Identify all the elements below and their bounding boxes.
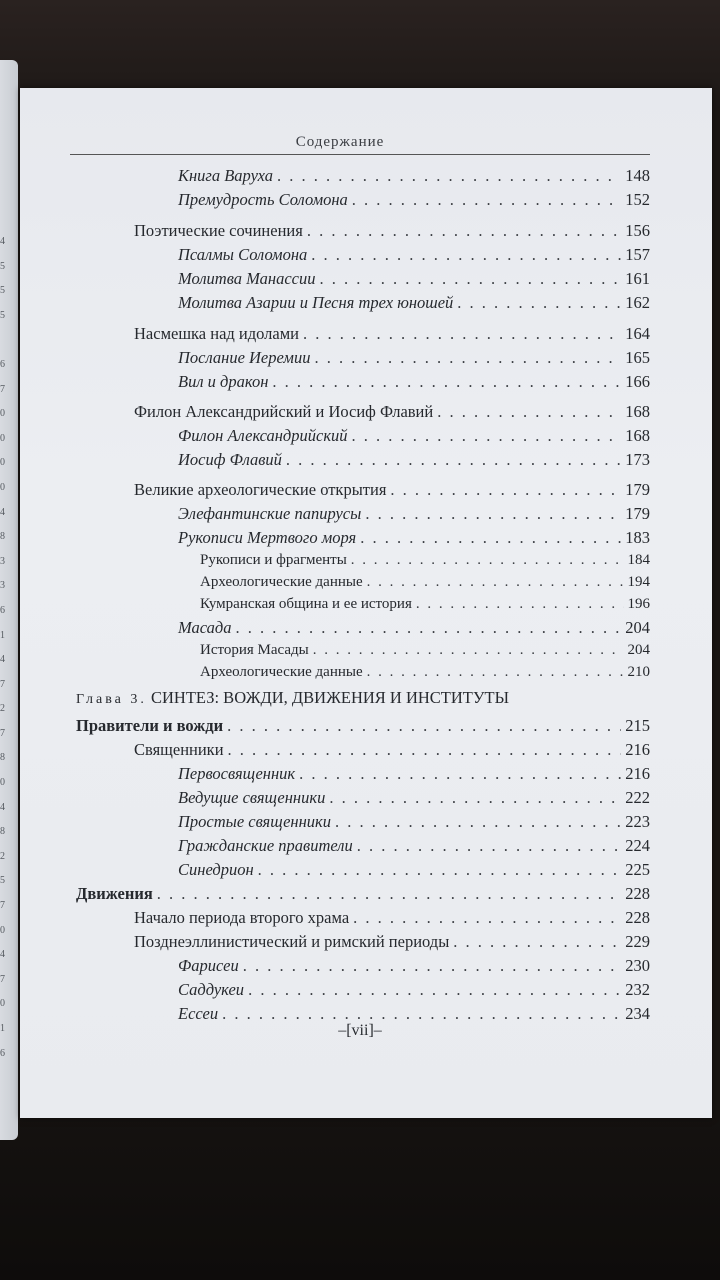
dot-leader: [157, 884, 621, 904]
toc-entry-page: 228: [625, 908, 650, 927]
dot-leader: [311, 245, 621, 265]
toc-entry-page: 179: [625, 480, 650, 499]
toc-entry-page: 229: [625, 932, 650, 951]
toc-entry-label: Молитва Манассии: [178, 269, 316, 288]
toc-entry-page: 225: [625, 860, 650, 879]
dot-leader: [353, 908, 621, 928]
toc-entry-page: 165: [625, 348, 650, 367]
toc-entry-label: Филон Александрийский: [178, 426, 348, 445]
toc-entry-label: Рукописи Мертвого моря: [178, 528, 357, 547]
toc-entry: [178, 293, 650, 315]
dot-leader: [227, 716, 621, 736]
dot-leader: [437, 402, 621, 422]
toc-entry-label: Движения: [76, 884, 153, 903]
chapter-number: Глава 3.: [76, 692, 147, 707]
left-page-number: 0: [0, 924, 5, 936]
toc-entry: [178, 504, 650, 526]
toc-entry: [178, 618, 650, 640]
toc-entry-label: Правители и вожди: [76, 716, 224, 735]
toc-entry-label: Великие археологические открытия: [134, 480, 387, 499]
toc-entry-label: Премудрость Соломона: [178, 190, 348, 209]
toc-entry-label: Насмешка над идолами: [134, 324, 300, 343]
toc-entry: [178, 764, 650, 786]
toc-entry: [178, 528, 650, 550]
left-page-edge: [0, 60, 18, 1140]
left-page-number: 2: [0, 850, 5, 862]
dot-leader: [303, 324, 621, 344]
left-page-number: 3: [0, 555, 5, 567]
toc-entry-label: Фарисеи: [178, 956, 239, 975]
toc-entry: [200, 642, 650, 664]
toc-entry-label: Псалмы Соломона: [178, 245, 308, 264]
dot-leader: [360, 528, 621, 548]
toc-entry-page: 204: [625, 618, 650, 637]
background-bottom: [0, 1110, 720, 1280]
toc-entry: [178, 269, 650, 291]
left-page-number: 4: [0, 236, 5, 247]
toc-entry: [178, 372, 650, 394]
left-page-number: [0, 328, 16, 353]
book-page: [20, 88, 712, 1118]
toc-entry: [178, 980, 650, 1002]
toc-entry-page: 152: [625, 190, 650, 209]
toc-entry: [178, 348, 650, 370]
toc-entry-page: 216: [625, 740, 650, 759]
dot-leader: [307, 221, 621, 241]
toc-entry: [134, 324, 650, 346]
toc-entry-page: 210: [627, 664, 650, 680]
dot-leader: [314, 348, 621, 368]
left-page-numbers: [0, 230, 16, 1066]
dot-leader: [243, 956, 622, 976]
left-page-number: 0: [0, 998, 5, 1010]
toc-entry-page: 230: [625, 956, 650, 975]
toc-entry-page: 157: [625, 245, 650, 264]
toc-entry: [178, 245, 650, 267]
toc-entry-page: 173: [625, 450, 650, 469]
left-page-number: 6: [0, 358, 5, 370]
toc-entry: [200, 552, 650, 574]
toc-entry-label: Иосиф Флавий: [178, 450, 282, 469]
left-page-number: 4: [0, 801, 5, 813]
left-page-number: 8: [0, 752, 5, 764]
toc-entry-label: Саддукеи: [178, 980, 245, 999]
toc-entry-label: Кумранская община и ее история: [200, 596, 412, 612]
dot-leader: [248, 980, 621, 1000]
toc-entry-label: Элефантинские папирусы: [178, 504, 362, 523]
toc-entry-label: Ессеи: [178, 1004, 219, 1023]
dot-leader: [299, 764, 621, 784]
toc-entry-label: Священники: [134, 740, 224, 759]
toc-entry-label: Ведущие священники: [178, 788, 326, 807]
toc-entry: [178, 426, 650, 448]
dot-leader: [313, 642, 624, 659]
toc-entry-page: 161: [625, 269, 650, 288]
toc-entry: [178, 450, 650, 472]
toc-entry-label: Молитва Азарии и Песня трех юношей: [178, 293, 454, 312]
toc-entry-page: 168: [625, 426, 650, 445]
left-page-number: 8: [0, 531, 5, 543]
dot-leader: [319, 269, 621, 289]
toc-entry-page: 196: [627, 596, 650, 612]
toc-entry-page: 164: [625, 324, 650, 343]
toc-entry: [134, 402, 650, 424]
left-page-number: 5: [0, 309, 5, 321]
left-page-number: 8: [0, 826, 5, 838]
toc-entry: [134, 221, 650, 243]
left-page-number: 7: [0, 973, 5, 985]
dot-leader: [286, 450, 621, 470]
dot-leader: [390, 480, 621, 500]
toc-entry-page: 222: [625, 788, 650, 807]
toc-entry: [178, 860, 650, 882]
toc-entry-page: 223: [625, 812, 650, 831]
dot-leader: [416, 596, 624, 613]
toc-entry-label: Масада: [178, 618, 232, 637]
toc-entry-page: 216: [625, 764, 650, 783]
dot-leader: [272, 372, 621, 392]
toc-entry: [200, 574, 650, 596]
dot-leader: [453, 932, 621, 952]
left-page-number: 2: [0, 703, 5, 715]
toc-entry-label: Гражданские правители: [178, 836, 353, 855]
left-page-number: 3: [0, 580, 5, 592]
toc-entry: [178, 956, 650, 978]
dot-leader: [457, 293, 621, 313]
dot-leader: [365, 504, 621, 524]
toc-entry: [178, 812, 650, 834]
left-page-number: 1: [0, 1023, 5, 1034]
dot-leader: [228, 740, 622, 760]
toc-entry: [178, 836, 650, 858]
toc-entry-page: 204: [627, 642, 650, 658]
left-page-number: 7: [0, 900, 5, 912]
toc-entry: [200, 596, 650, 618]
toc-entry-label: Начало периода второго храма: [134, 908, 350, 927]
toc-entry-page: 183: [625, 528, 650, 547]
toc-entry-page: 179: [625, 504, 650, 523]
toc-entry-label: Археологические данные: [200, 574, 363, 590]
dot-leader: [367, 574, 624, 591]
toc-entry-label: Рукописи и фрагменты: [200, 552, 347, 568]
toc-entry-label: Филон Александрийский и Иосиф Флавий: [134, 402, 434, 421]
left-page-number: 7: [0, 727, 5, 739]
dot-leader: [351, 552, 624, 569]
dot-leader: [258, 860, 622, 880]
toc-entry: [134, 740, 650, 762]
toc-entry: [76, 716, 650, 738]
dot-leader: [367, 664, 624, 681]
left-page-number: 7: [0, 678, 5, 690]
chapter-heading: [76, 688, 509, 708]
toc-entry: [76, 884, 650, 906]
dot-leader: [352, 190, 621, 210]
toc-entry-label: Поэтические сочинения: [134, 221, 303, 240]
toc-entry-page: 224: [625, 836, 650, 855]
toc-entry-label: Вил и дракон: [178, 372, 269, 391]
toc-entry-page: 234: [625, 1004, 650, 1023]
toc-entry-page: 194: [627, 574, 650, 590]
header-rule: [70, 154, 650, 155]
toc-entry: [178, 788, 650, 810]
toc-entry: [178, 166, 650, 188]
dot-leader: [236, 618, 622, 638]
toc-entry-page: 184: [627, 552, 650, 568]
toc-entry-label: История Масады: [200, 642, 309, 658]
dot-leader: [352, 426, 622, 446]
toc-entry-page: 166: [625, 372, 650, 391]
toc-entry: [134, 932, 650, 954]
toc-entry-label: Археологические данные: [200, 664, 363, 680]
page-folio: –[vii]–: [338, 1022, 382, 1039]
toc-entry-page: 162: [625, 293, 650, 312]
toc-entry-label: Первосвященник: [178, 764, 296, 783]
toc-entry-page: 232: [625, 980, 650, 999]
toc-entry-page: 168: [625, 402, 650, 421]
toc-entry: [134, 908, 650, 930]
toc-entry-page: 215: [625, 716, 650, 735]
left-page-number: 0: [0, 457, 5, 469]
left-page-number: 0: [0, 481, 5, 493]
toc-entry-label: Синедрион: [178, 860, 254, 879]
left-page-number: 6: [0, 1047, 5, 1059]
toc-entry-label: Позднеэллинистический и римский периоды: [134, 932, 450, 951]
dot-leader: [277, 166, 621, 186]
toc-entry: [178, 190, 650, 212]
left-page-number: 4: [0, 506, 5, 518]
dot-leader: [335, 812, 621, 832]
running-head: Содержание: [295, 134, 385, 150]
toc-entry-page: 228: [625, 884, 650, 903]
left-page-number: 0: [0, 432, 5, 444]
toc-entry-label: Простые священники: [178, 812, 331, 831]
left-page-number: 5: [0, 285, 5, 297]
left-page-number: 4: [0, 949, 5, 961]
chapter-title: СИНТЕЗ: ВОЖДИ, ДВИЖЕНИЯ И ИНСТИТУТЫ: [151, 688, 510, 707]
left-page-number: 6: [0, 604, 5, 616]
dot-leader: [357, 836, 622, 856]
left-page-number: 4: [0, 654, 5, 666]
toc-entry-label: Книга Варуха: [178, 166, 274, 185]
toc-entry-page: 148: [625, 166, 650, 185]
left-page-number: 5: [0, 260, 5, 272]
toc-entry-label: Послание Иеремии: [178, 348, 311, 367]
toc-entry: [200, 664, 650, 686]
left-page-number: 5: [0, 875, 5, 887]
left-page-number: 0: [0, 408, 5, 420]
dot-leader: [329, 788, 621, 808]
toc-entry: [134, 480, 650, 502]
left-page-number: 1: [0, 629, 5, 641]
dot-leader: [222, 1004, 621, 1024]
toc-entry-page: 156: [625, 221, 650, 240]
left-page-number: 0: [0, 777, 5, 789]
left-page-number: 7: [0, 383, 5, 395]
